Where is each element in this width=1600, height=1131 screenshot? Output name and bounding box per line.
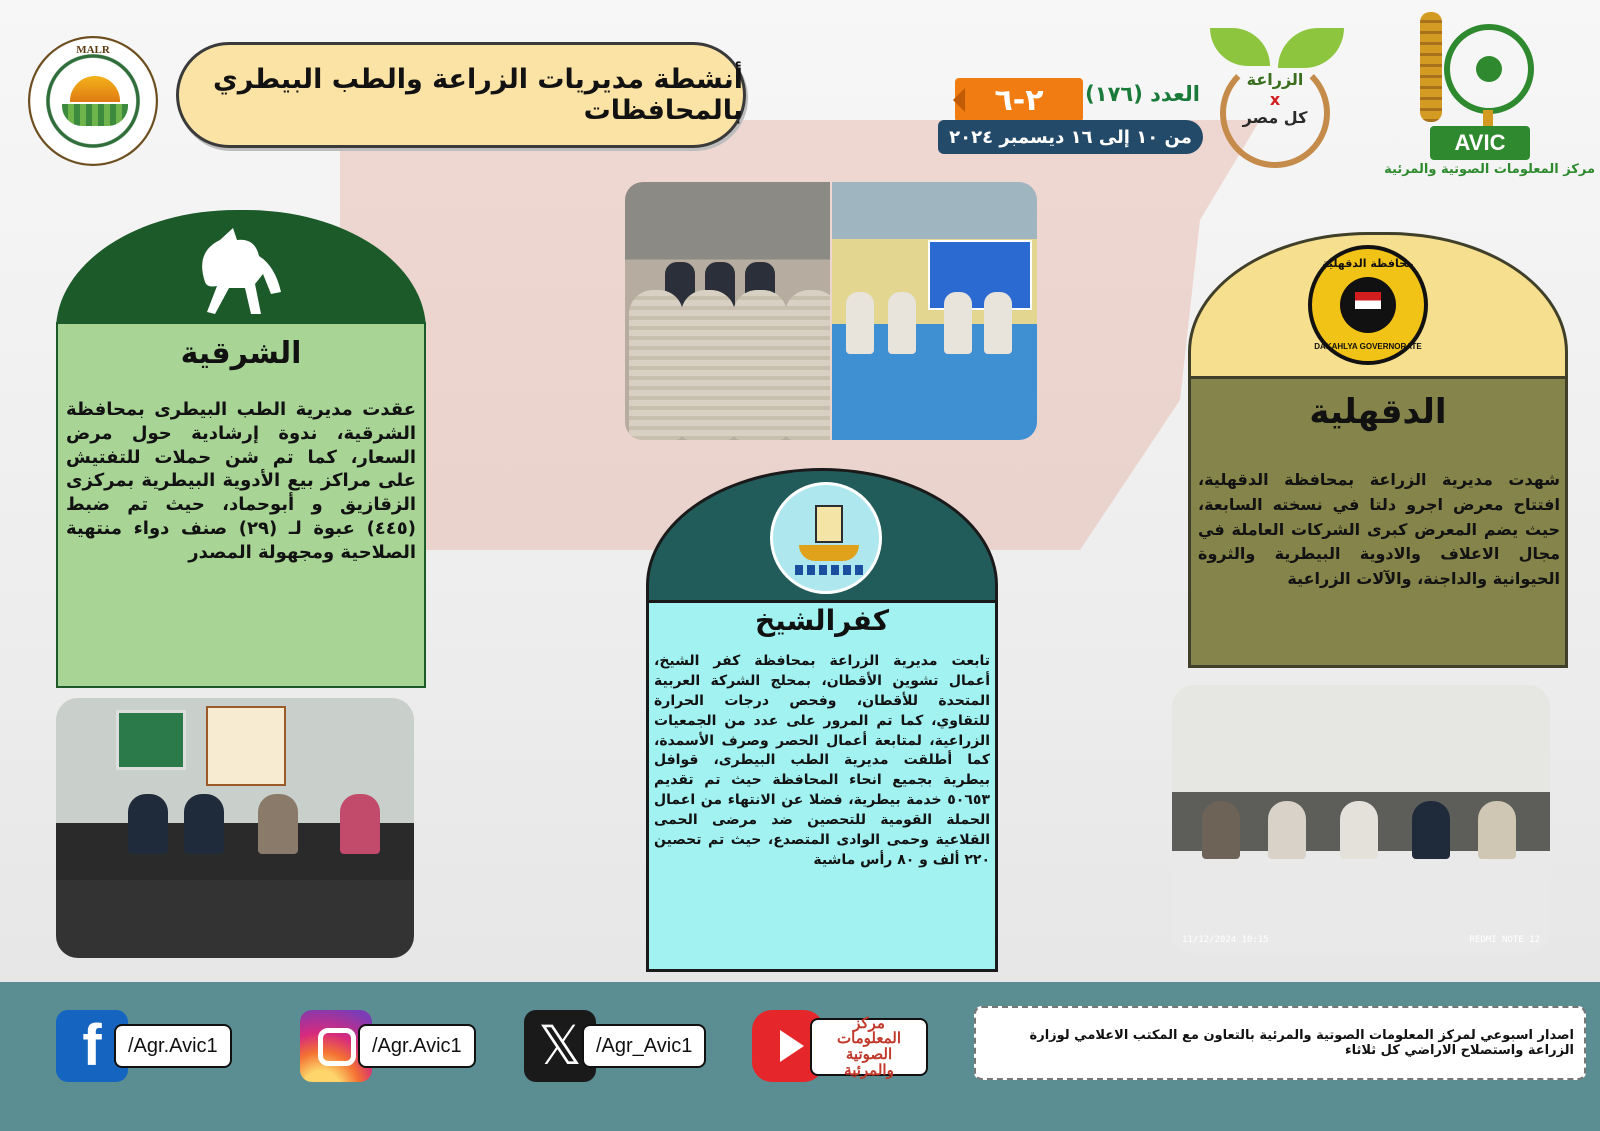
sack <box>785 290 830 440</box>
person <box>340 794 380 854</box>
exhibition-photo <box>832 182 1037 440</box>
person <box>1412 801 1450 859</box>
person <box>846 292 874 354</box>
person <box>128 794 168 854</box>
person <box>1268 801 1306 859</box>
person <box>258 794 298 854</box>
field-icon <box>62 104 128 126</box>
person <box>944 292 972 354</box>
x-icon[interactable]: 𝕏 <box>524 1010 596 1082</box>
campaign-bottom-text: كل مصر <box>1242 108 1308 127</box>
dakahlia-seal <box>1308 245 1428 365</box>
egypt-flag-icon <box>1355 292 1381 318</box>
photo-device: REDMI NOTE 12 <box>1469 935 1540 945</box>
sharqia-body: عقدت مديرية الطب البيطرى بمحافظة الشرقية، ندوة إرشادية حول مرض السعار، كما تم شن حملات للتفتيش على مراكز بيع الأدوية البيطرية بمركزى الزقازيق و أبوحماد، حيث تم ضبط (٤٤٥) عبوة لـ (٢٩) صنف دواء منتهية الصلاحية ومجهولة المصدر <box>66 399 416 563</box>
horse-icon <box>185 222 295 322</box>
avic-subtitle: مركز المعلومات الصوتية والمرئية <box>1384 162 1595 177</box>
kafr-seal <box>770 482 882 594</box>
avic-logo <box>1384 10 1595 180</box>
sack <box>733 290 787 440</box>
seminar-photo <box>56 698 414 958</box>
person <box>184 794 224 854</box>
dakahlia-title: الدقهلية <box>1309 392 1447 432</box>
boat-icon <box>799 545 859 561</box>
seminar-poster <box>206 706 286 786</box>
person <box>1478 801 1516 859</box>
sack <box>629 290 683 440</box>
malr-logo <box>28 36 158 166</box>
water-icon <box>795 565 863 575</box>
dakahlia-seal-top: محافظة الدقهلية <box>1322 257 1414 270</box>
projector-screen <box>116 710 186 770</box>
sack <box>681 290 735 440</box>
dakahlia-seal-bottom: DAKAHLYA GOVERNORATE <box>1314 342 1422 351</box>
youtube-link[interactable] <box>752 1010 942 1082</box>
instagram-handle[interactable]: /Agr.Avic1 <box>358 1024 476 1068</box>
x-link[interactable] <box>524 1010 710 1082</box>
meeting-photo <box>1172 685 1550 953</box>
campaign-logo <box>1200 28 1350 168</box>
cotton-sacks-photo <box>625 182 830 440</box>
youtube-channel-name[interactable]: مركز المعلومات الصوتية والمرئية <box>810 1018 928 1076</box>
dakahlia-body: شهدت مديرية الزراعة بمحافظة الدقهلية، افتتاح معرض اجرو دلتا في نسخته السابعة، حيث يضم المعرض كبرى الشركات العاملة في مجال الاعلاف والادوية البيطرية والثروة الحيوانية والداجنة، والآلات الزراعية <box>1198 470 1560 589</box>
person <box>888 292 916 354</box>
person <box>984 292 1012 354</box>
broadcast-icon <box>1444 24 1534 114</box>
sun-icon <box>70 76 120 102</box>
issue-number: العدد (١٧٦) <box>1085 82 1200 106</box>
person <box>1202 801 1240 859</box>
kafr-body: تابعت مديرية الزراعة بمحافظة كفر الشيخ، أعمال تشوين الأقطان، بمحلج الشركة العربية المتحدة للأقطان، وفحص درجات الحرارة للتقاوي، كما تم المرور على عدد من الجمعيات الزراعية، لمتابعة أعمال الحصر وصرف الأسمدة، كما أطلقت مديرية الطب البيطرى، قوافل بيطرية بجميع انحاء المحافظة حيث تم تقديم ٥٠٦٥٣ خدمة بيطرية، فضلا عن الانتهاء من اعمال الحملة القومية للتحصين ضد مرضى الحمى القلاعية وحمى الوادى المتصدع، حيث تم تحصين ٢٢٠ ألف و ٨٠ رأس ماشية <box>654 653 990 868</box>
facebook-icon[interactable]: f <box>56 1010 128 1082</box>
sharqia-title: الشرقية <box>180 336 302 371</box>
kafr-title: كفرالشيخ <box>754 604 890 637</box>
campaign-x: x <box>1269 90 1281 109</box>
page-title-text: أنشطة مديريات الزراعة والطب البيطري بالمحافظات <box>213 64 743 126</box>
avic-name: AVIC <box>1430 126 1530 160</box>
malr-logo-text: MALR <box>76 44 110 56</box>
wheat-icon <box>1420 12 1442 122</box>
issue-date-range: من ١٠ إلى ١٦ ديسمبر ٢٠٢٤ <box>938 120 1203 154</box>
issue-pages-badge: ٢-٦ <box>955 78 1083 122</box>
facebook-handle[interactable]: /Agr.Avic1 <box>114 1024 232 1068</box>
page-title <box>176 42 746 148</box>
publication-note: اصدار اسبوعي لمركز المعلومات الصوتية والمرئية بالتعاون مع المكتب الاعلامي لوزارة الزراعة واستصلاح الاراضي كل ثلاثاء <box>974 1006 1586 1080</box>
person <box>1340 801 1378 859</box>
campaign-top-text: الزراعة <box>1246 70 1304 89</box>
instagram-link[interactable] <box>300 1010 486 1082</box>
photo-timestamp: 11/12/2024 10:15 <box>1182 935 1269 945</box>
facebook-link[interactable] <box>56 1010 256 1082</box>
sail-icon <box>815 505 843 543</box>
x-handle[interactable]: /Agr_Avic1 <box>582 1024 706 1068</box>
